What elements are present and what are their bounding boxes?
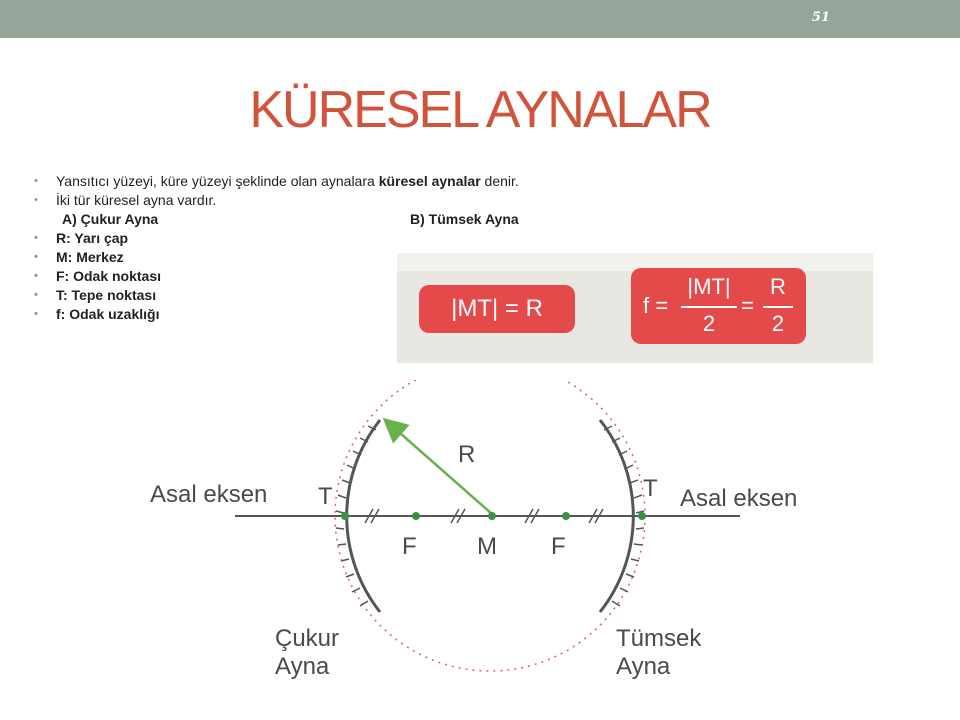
convex-caption-line1: Tümsek	[616, 625, 702, 652]
panel-stripe	[397, 253, 873, 271]
text: Yansıtıcı yüzeyi, küre yüzeyi şeklinde olan aynalara	[56, 173, 379, 189]
page-number: 51	[811, 10, 830, 25]
text: T: Tepe noktası	[56, 287, 157, 303]
bullet-icon: •	[34, 251, 38, 263]
bullet-icon: •	[34, 270, 38, 282]
text-bold: küresel aynalar	[378, 173, 481, 189]
text: R: Yarı çap	[56, 230, 129, 246]
bullet-icon: •	[34, 232, 38, 244]
focus-dot-right	[562, 512, 570, 520]
convex-caption-line2: Ayna	[616, 653, 671, 680]
fraction-denominator: 2	[771, 311, 785, 336]
center-label: M	[477, 533, 497, 560]
list-item	[34, 191, 654, 210]
bullet-icon: •	[34, 308, 38, 320]
bullet-icon: •	[34, 194, 38, 206]
text: İki tür küresel ayna vardır.	[56, 192, 217, 208]
formula-focal-length	[631, 268, 806, 344]
bullet-icon: •	[34, 289, 38, 301]
list-item	[34, 229, 654, 248]
formula-radius: |MT| = R	[419, 285, 575, 333]
concave-caption-line2: Ayna	[275, 653, 330, 680]
radius-label: R	[458, 441, 476, 468]
focus-label-right: F	[551, 533, 566, 560]
list-item-types	[34, 210, 654, 229]
f-lhs: f =	[643, 293, 669, 318]
radius-arrow	[392, 426, 492, 514]
focus-label-left: F	[402, 533, 417, 560]
fraction-bar	[681, 306, 737, 308]
vertex-label-left: T	[318, 483, 333, 510]
right-axis-label: Asal eksen	[680, 485, 798, 512]
mirror-circle	[335, 380, 645, 671]
fraction-denominator: 2	[702, 311, 716, 336]
left-axis-label: Asal eksen	[150, 481, 268, 508]
text: M: Merkez	[56, 249, 124, 265]
spherical-mirror-diagram	[140, 380, 860, 710]
type-a: A) Çukur Ayna	[62, 211, 159, 227]
vertex-label-right: T	[643, 475, 658, 502]
slide-title: KÜRESEL AYNALAR	[249, 81, 711, 139]
type-b: B) Tümsek Ayna	[410, 211, 519, 227]
fraction-bar	[763, 306, 793, 308]
bullet-icon: •	[34, 175, 38, 187]
text: denir.	[480, 173, 519, 189]
focus-dot-left	[412, 512, 420, 520]
equals-sign: =	[741, 293, 754, 318]
center-dot	[488, 512, 496, 520]
vertex-dot-right	[638, 512, 646, 520]
list-item	[34, 172, 654, 191]
text: F: Odak noktası	[56, 268, 162, 284]
text: f: Odak uzaklığı	[56, 306, 160, 322]
fraction-numerator: R	[770, 274, 786, 299]
formula-image	[397, 253, 873, 363]
concave-caption-line1: Çukur	[275, 625, 340, 652]
vertex-dot-left	[341, 512, 349, 520]
fraction-numerator: |MT|	[687, 274, 731, 299]
top-bar	[0, 0, 960, 38]
